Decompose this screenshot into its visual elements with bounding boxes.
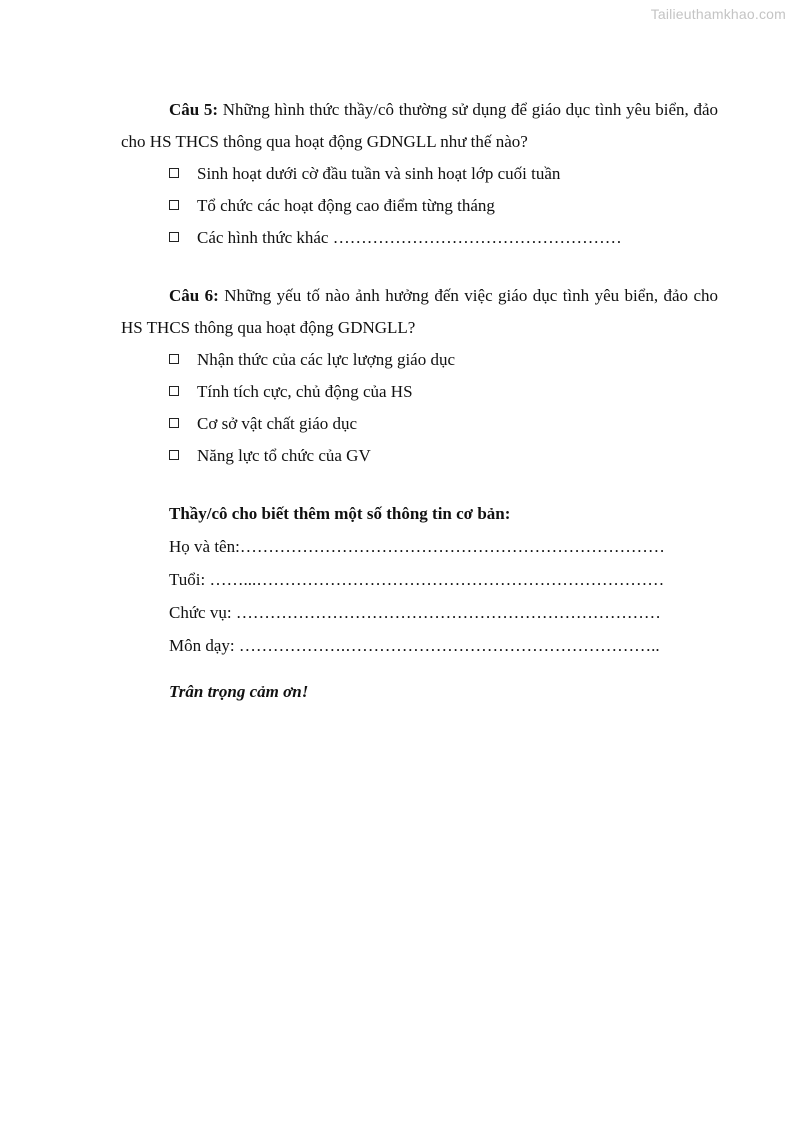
- info-title: Thầy/cô cho biết thêm một số thông tin cơ bản:: [169, 504, 511, 523]
- question-5-options: [121, 158, 718, 254]
- watermark: Tailieuthamkhao.com: [650, 6, 786, 22]
- question-5-label: Câu 5:: [169, 100, 219, 119]
- survey-content: [121, 94, 718, 708]
- question-6-label: Câu 6:: [169, 286, 219, 305]
- option-item[interactable]: [121, 376, 718, 408]
- closing-thanks: Trân trọng cảm ơn!: [169, 682, 309, 701]
- option-label: Tổ chức các hoạt động cao điểm từng tháng: [197, 196, 495, 215]
- option-label: Năng lực tổ chức của GV: [197, 446, 371, 465]
- question-6: [121, 280, 718, 344]
- option-item[interactable]: [121, 190, 718, 222]
- checkbox-icon[interactable]: [169, 386, 179, 396]
- info-field-position[interactable]: Chức vụ: …………………………………………………………………: [169, 603, 661, 622]
- option-label: Sinh hoạt dưới cờ đầu tuần và sinh hoạt lớp cuối tuần: [197, 164, 561, 183]
- option-label: Tính tích cực, chủ động của HS: [197, 382, 413, 401]
- checkbox-icon[interactable]: [169, 354, 179, 364]
- checkbox-icon[interactable]: [169, 232, 179, 242]
- option-label: Cơ sở vật chất giáo dục: [197, 414, 358, 433]
- question-5-text: Những hình thức thầy/cô thường sử dụng để giáo dục tình yêu biển, đảo cho HS THCS thông qua hoạt động GDNGLL như thế nào?: [121, 100, 718, 151]
- option-item[interactable]: [121, 344, 718, 376]
- info-field-age[interactable]: Tuổi: ……...………………………………………………………………: [169, 570, 665, 589]
- question-5: [121, 94, 718, 158]
- question-6-options: [121, 344, 718, 472]
- checkbox-icon[interactable]: [169, 200, 179, 210]
- info-field-subject[interactable]: Môn dạy: ……………….………………………………………………..: [169, 636, 660, 655]
- checkbox-icon[interactable]: [169, 168, 179, 178]
- checkbox-icon[interactable]: [169, 450, 179, 460]
- option-label: Các hình thức khác ……………………………………………: [197, 228, 622, 247]
- checkbox-icon[interactable]: [169, 418, 179, 428]
- info-field-name[interactable]: Họ và tên:…………………………………………………………………: [169, 537, 665, 556]
- question-6-text: Những yếu tố nào ảnh hưởng đến việc giáo dục tình yêu biển, đảo cho HS THCS thông qua hoạt động GDNGLL?: [121, 286, 718, 337]
- option-item[interactable]: [121, 440, 718, 472]
- option-item[interactable]: [121, 222, 718, 254]
- option-label: Nhận thức của các lực lượng giáo dục: [197, 350, 456, 369]
- option-item[interactable]: [121, 158, 718, 190]
- option-item[interactable]: [121, 408, 718, 440]
